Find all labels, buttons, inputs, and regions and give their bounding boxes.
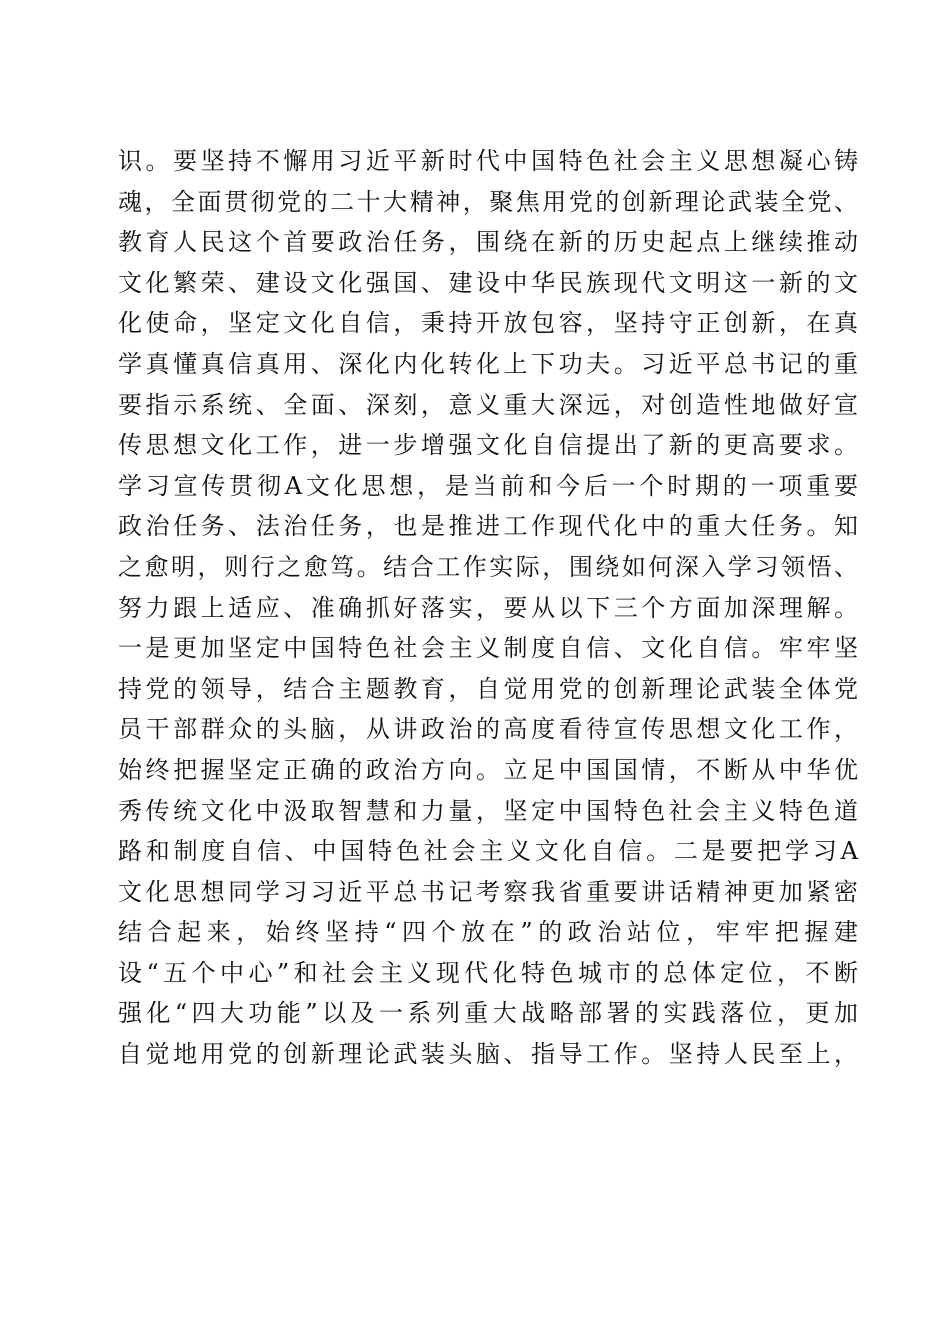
text-line: 强化“四大功能”以及一系列重大战略部署的实践落位，更加 [118,999,858,1028]
text-line: 魂，全面贯彻党的二十大精神，聚焦用党的创新理论武装全党、 [118,187,858,216]
text-line: 始终把握坚定正确的政治方向。立足中国国情，不断从中华优 [118,755,858,784]
text-line: 努力跟上适应、准确抓好落实，要从以下三个方面加深理解。 [118,593,858,622]
body-text [118,141,858,1075]
text-line: 持党的领导，结合主题教育，自觉用党的创新理论武装全体党 [118,674,858,703]
text-line: 学习宣传贯彻A文化思想，是当前和今后一个时期的一项重要 [118,471,858,500]
text-line: 文化思想同学习习近平总书记考察我省重要讲话精神更加紧密 [118,877,858,906]
text-line: 结合起来，始终坚持“四个放在”的政治站位，牢牢把握建 [118,918,858,947]
text-line: 化使命，坚定文化自信，秉持开放包容，坚持守正创新，在真 [118,309,858,338]
text-line: 要指示系统、全面、深刻，意义重大深远，对创造性地做好宣 [118,390,858,419]
text-line: 自觉地用党的创新理论武装头脑、指导工作。坚持人民至上， [118,1040,858,1069]
text-line: 一是更加坚定中国特色社会主义制度自信、文化自信。牢牢坚 [118,634,858,663]
text-line: 文化繁荣、建设文化强国、建设中华民族现代文明这一新的文 [118,268,858,297]
text-line: 秀传统文化中汲取智慧和力量，坚定中国特色社会主义特色道 [118,796,858,825]
text-line: 之愈明，则行之愈笃。结合工作实际，围绕如何深入学习领悟、 [118,552,858,581]
text-line: 政治任务、法治任务，也是推进工作现代化中的重大任务。知 [118,512,858,541]
text-line: 员干部群众的头脑，从讲政治的高度看待宣传思想文化工作， [118,715,858,744]
text-line: 教育人民这个首要政治任务，围绕在新的历史起点上继续推动 [118,228,858,257]
text-line: 传思想文化工作，进一步增强文化自信提出了新的更高要求。 [118,431,858,460]
text-line: 识。要坚持不懈用习近平新时代中国特色社会主义思想凝心铸 [118,147,858,175]
text-line: 学真懂真信真用、深化内化转化上下功夫。习近平总书记的重 [118,349,858,378]
text-line: 路和制度自信、中国特色社会主义文化自信。二是要把学习A [118,837,858,866]
text-line: 设“五个中心”和社会主义现代化特色城市的总体定位，不断 [118,958,858,987]
